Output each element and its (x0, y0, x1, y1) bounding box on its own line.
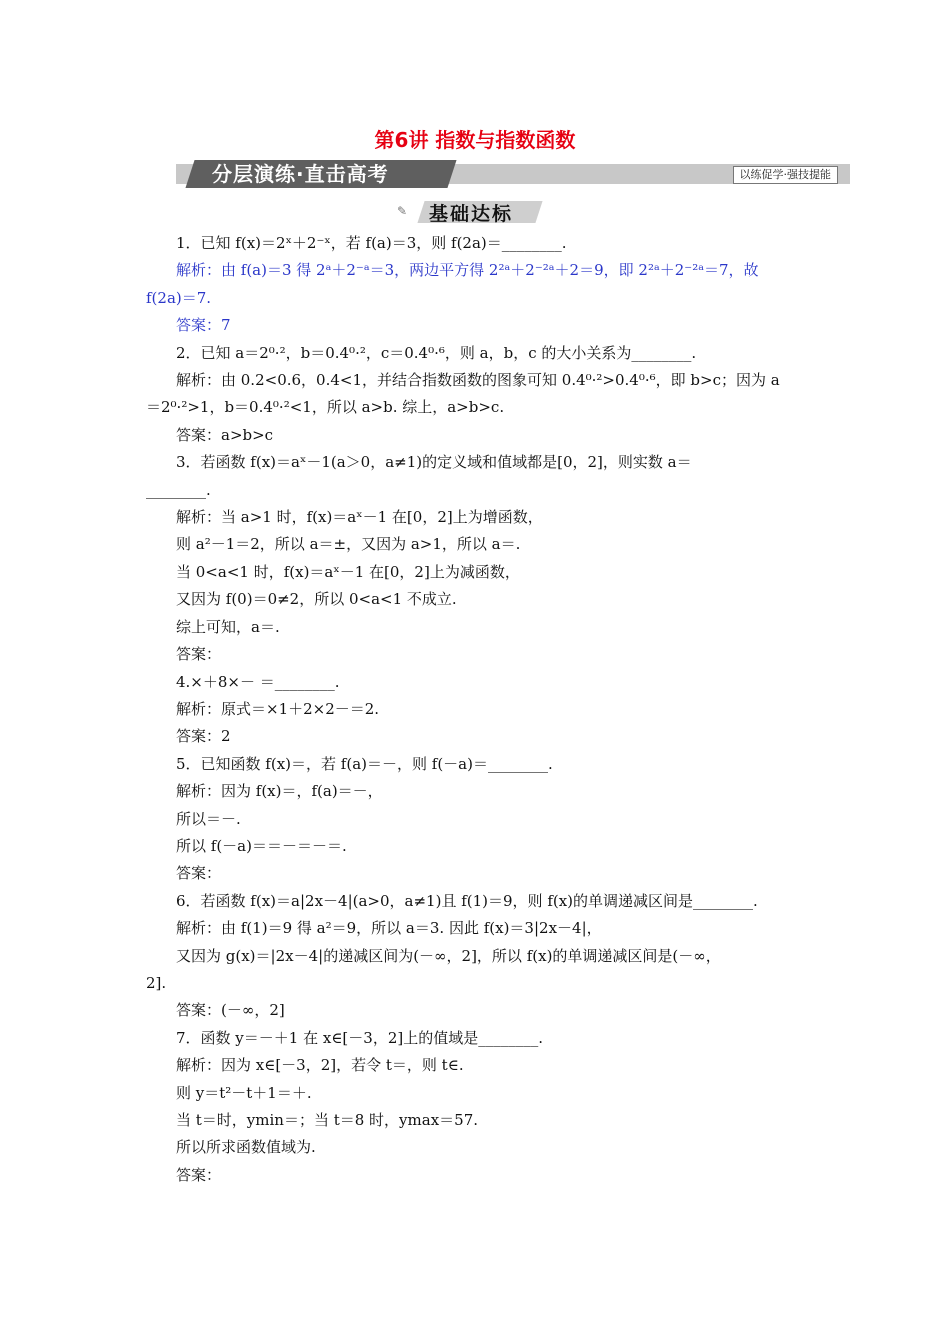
section-banner (176, 160, 850, 188)
page-title: 第6讲 指数与指数函数 (374, 128, 576, 152)
solution-text: 当 0<a<1 时，f(x)＝aˣ－1 在[0，2]上为减函数， (176, 562, 520, 581)
banner-title: 分层演练·直击高考 (212, 162, 389, 186)
answer-text: 答案： (176, 864, 222, 883)
question-3: 3．若函数 f(x)＝aˣ－1(a＞0，a≠1)的定义域和值域都是[0，2]，则实数 a＝ (176, 453, 692, 472)
solution-text: 解析：因为 x∈[－3，2]，若令 t＝，则 t∈. (176, 1056, 464, 1075)
solution-text: 则 y＝t²－t＋1＝＋. (176, 1083, 312, 1102)
solution-text: 解析：因为 f(x)＝，f(a)＝－， (176, 782, 383, 801)
question-5: 5．已知函数 f(x)＝，若 f(a)＝－，则 f(－a)＝________. (176, 754, 553, 773)
solution-text: 解析：由 0.2<0.6，0.4<1，并结合指数函数的图象可知 0.4⁰·²>0.4⁰·⁶，即 b>c；因为 a (176, 371, 780, 390)
solution-text: f(2a)＝7. (146, 288, 212, 307)
exercise-list (146, 230, 814, 1189)
solution-text: ＝2⁰·²>1，b＝0.4⁰·²<1，所以 a>b. 综上，a>b>c. (146, 398, 505, 417)
answer-text: 答案：7 (176, 316, 231, 335)
question-6: 6．若函数 f(x)＝a|2x－4|(a>0，a≠1)且 f(1)＝9，则 f(x)的单调递减区间是________. (176, 891, 758, 910)
subhead-label: 基础达标 (429, 203, 514, 225)
question-7: 7．函数 y＝－＋1 在 x∈[－3，2]上的值域是________. (176, 1028, 543, 1047)
question-4: 4.×＋8×－ ＝________. (176, 672, 340, 691)
answer-text: 答案：a>b>c (176, 425, 274, 444)
answer-text: 答案： (176, 645, 222, 664)
solution-text: 所以 f(－a)＝＝－＝－＝. (176, 836, 347, 855)
solution-text: 所以所求函数值域为. (176, 1138, 316, 1157)
answer-text: 答案：(－∞，2] (176, 1001, 285, 1020)
solution-text: 解析：由 f(1)＝9 得 a²＝9，所以 a＝3. 因此 f(x)＝3|2x－4|， (176, 919, 602, 938)
solution-text: 又因为 g(x)＝|2x－4|的递减区间为(－∞，2]，所以 f(x)的单调递减区间是(－∞， (176, 946, 721, 965)
solution-text: 解析：由 f(a)＝3 得 2ᵃ＋2⁻ᵃ＝3，两边平方得 2²ᵃ＋2⁻²ᵃ＋2＝9，即 2²ᵃ＋2⁻²ᵃ＝7，故 (176, 261, 759, 280)
answer-text: 答案：2 (176, 727, 231, 746)
banner-tag: 以练促学·强技提能 (733, 166, 839, 184)
solution-text: 解析：原式＝×1＋2×2－＝2. (176, 699, 380, 718)
solution-text: 则 a²－1＝2，所以 a＝±，又因为 a>1，所以 a＝. (176, 535, 521, 554)
pen-icon: ✎ (397, 204, 408, 218)
solution-text: 综上可知，a＝. (176, 617, 280, 636)
question-1: 1．已知 f(x)＝2ˣ＋2⁻ˣ，若 f(a)＝3，则 f(2a)＝________. (176, 234, 567, 252)
answer-text: 答案： (176, 1165, 222, 1184)
solution-text: 又因为 f(0)＝0≠2，所以 0<a<1 不成立. (176, 590, 457, 609)
question-2: 2．已知 a＝2⁰·²，b＝0.4⁰·²，c＝0.4⁰·⁶，则 a，b，c 的大小关系为________. (176, 343, 697, 362)
solution-text: 解析：当 a>1 时，f(x)＝aˣ－1 在[0，2]上为增函数， (176, 508, 543, 527)
solution-text: 当 t＝时，ymin＝；当 t＝8 时，ymax＝57. (176, 1111, 479, 1129)
question-3-blank: ________. (146, 480, 211, 499)
solution-text: 所以＝－. (176, 809, 241, 828)
subsection-heading (395, 198, 555, 226)
solution-text: 2]. (146, 973, 167, 992)
